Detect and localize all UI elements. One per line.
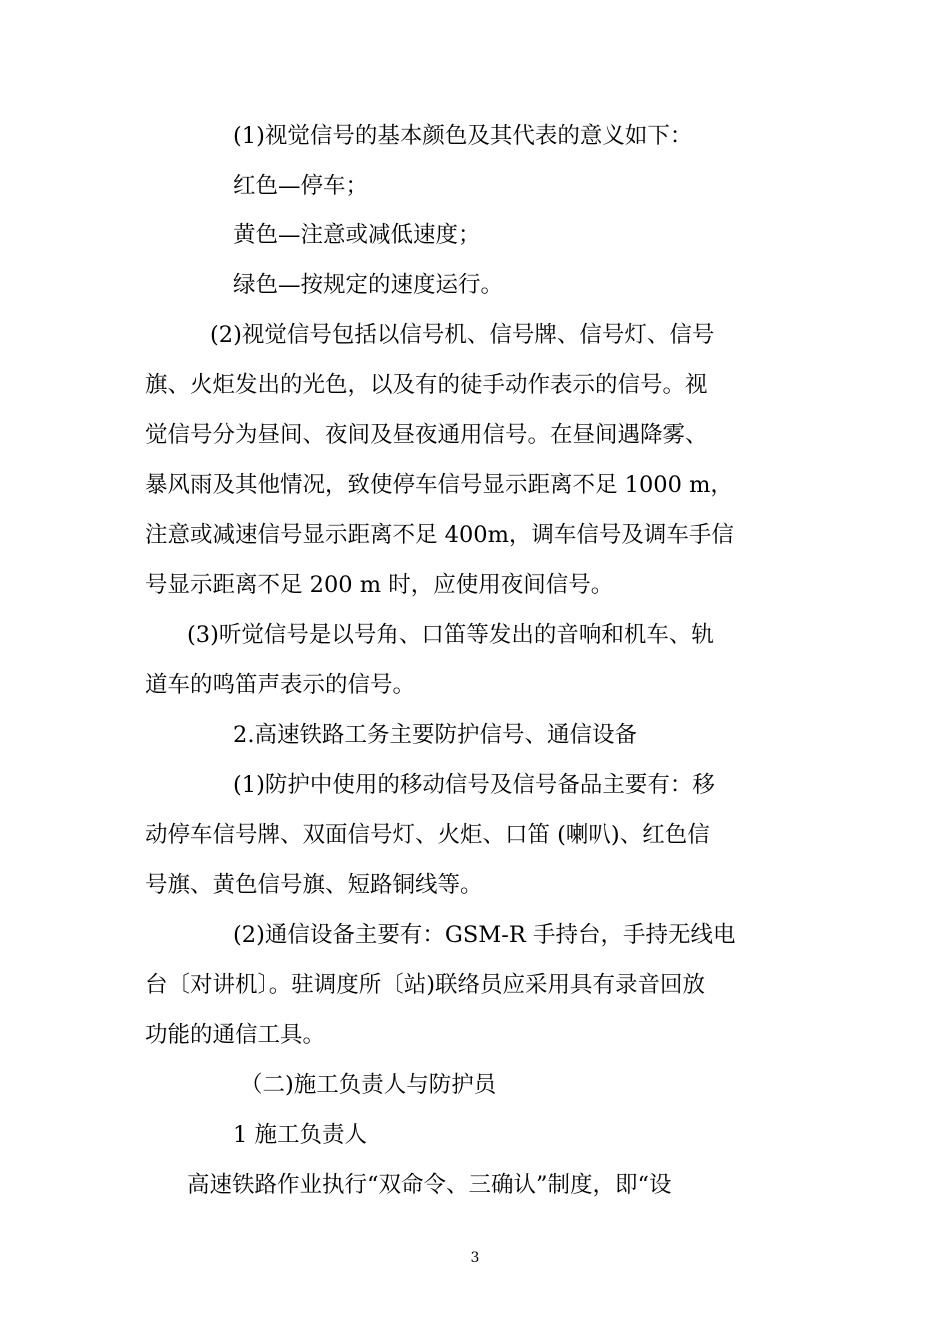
text-line-visual-signal-colors-intro: (1)视觉信号的基本颜色及其代表的意义如下： <box>233 123 693 149</box>
text-line-communication-equipment: (2)通信设备主要有：GSM-R 手持台，手持无线电 <box>233 922 736 948</box>
section-heading-construction-leader-guard: （二)施工负责人与防护员 <box>240 1072 497 1098</box>
text-line-green-proceed: 绿色—按规定的速度运行。 <box>233 272 504 298</box>
text-line-double-order-system: 高速铁路作业执行“双命令、三确认”制度，即“设 <box>187 1172 672 1198</box>
text-line-audible-signal: (3)听觉信号是以号角、口笛等发出的音响和机车、轨 <box>187 622 714 648</box>
text-line-red-stop: 红色—停车； <box>233 173 369 199</box>
section-heading-protection-equipment: 2.高速铁路工务主要防护信号、通信设备 <box>233 722 637 748</box>
text-line: 旗、火炬发出的光色，以及有的徒手动作表示的信号。视 <box>145 372 708 398</box>
page-number: 3 <box>470 1250 480 1266</box>
text-line-visual-signal-types: (2)视觉信号包括以信号机、信号牌、信号灯、信号 <box>210 322 715 348</box>
text-line: 道车的鸣笛声表示的信号。 <box>145 672 416 698</box>
text-line: 功能的通信工具。 <box>145 1022 326 1048</box>
text-line: 台〔对讲机〕。驻调度所〔站)联络员应采用具有录音回放 <box>145 972 706 998</box>
subsection-heading-construction-leader: 1 施工负责人 <box>233 1122 367 1148</box>
text-line: 注意或减速信号显示距离不足 400m，调车信号及调车手信 <box>145 522 734 548</box>
text-line: 号显示距离不足 200 m 时，应使用夜间信号。 <box>145 572 614 598</box>
text-line: 暴风雨及其他情况，致使停车信号显示距离不足 1000 m， <box>145 472 733 498</box>
text-line: 号旗、黄色信号旗、短路铜线等。 <box>145 872 483 898</box>
text-line-mobile-signals: (1)防护中使用的移动信号及信号备品主要有：移 <box>233 772 715 798</box>
text-line: 觉信号分为昼间、夜间及昼夜通用信号。在昼间遇降雾、 <box>145 422 708 448</box>
text-line-yellow-caution: 黄色—注意或减低速度； <box>233 222 481 248</box>
text-line: 动停车信号牌、双面信号灯、火炬、口笛 (喇叭)、红色信 <box>145 822 710 848</box>
